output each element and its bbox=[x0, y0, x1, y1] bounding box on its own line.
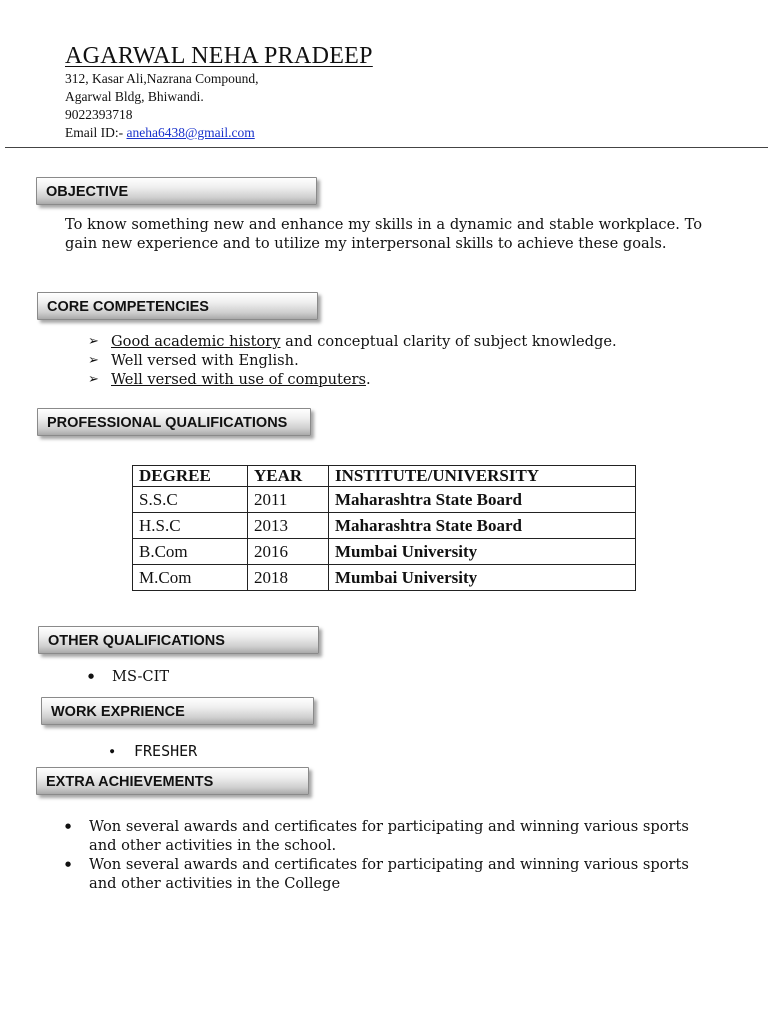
other-qualifications-heading: OTHER QUALIFICATIONS bbox=[38, 626, 319, 654]
table-row bbox=[133, 565, 636, 591]
arrow-bullet-icon: ➢ bbox=[88, 334, 99, 349]
email-line bbox=[65, 124, 255, 142]
table-row bbox=[133, 513, 636, 539]
degree-cell: M.Com bbox=[133, 565, 248, 591]
qualification-text: MS-CIT bbox=[112, 668, 170, 685]
degree-cell: H.S.C bbox=[133, 513, 248, 539]
institute-cell: Mumbai University bbox=[329, 565, 636, 591]
year-cell: 2016 bbox=[248, 539, 329, 565]
year-cell: 2011 bbox=[248, 487, 329, 513]
address-line-1: 312, Kasar Ali,Nazrana Compound, bbox=[65, 71, 259, 86]
column-header-institute: INSTITUTE/UNIVERSITY bbox=[329, 466, 636, 487]
other-qualifications-list bbox=[88, 667, 169, 686]
competency-underlined: Good academic history bbox=[111, 333, 281, 350]
bullet-icon: ● bbox=[88, 672, 95, 680]
achievement-text: Won several awards and certificates for participating and winning various sports and other activities in the school. bbox=[89, 818, 689, 854]
table-row bbox=[133, 487, 636, 513]
professional-qualifications-heading: PROFESSIONAL QUALIFICATIONS bbox=[37, 408, 311, 436]
objective-heading: OBJECTIVE bbox=[36, 177, 317, 205]
extra-achievements-list bbox=[65, 817, 705, 893]
arrow-bullet-icon: ➢ bbox=[88, 372, 99, 387]
table-header-row bbox=[133, 466, 636, 487]
competency-text: Well versed with English. bbox=[111, 352, 299, 369]
list-item bbox=[88, 351, 617, 370]
candidate-name: AGARWAL NEHA PRADEEP bbox=[65, 43, 373, 69]
email-link[interactable]: aneha6438@gmail.com bbox=[126, 125, 255, 140]
bullet-icon: ● bbox=[65, 860, 72, 868]
list-item bbox=[88, 667, 169, 686]
list-item bbox=[65, 817, 705, 855]
year-cell: 2018 bbox=[248, 565, 329, 591]
institute-cell: Maharashtra State Board bbox=[329, 513, 636, 539]
header-divider bbox=[5, 147, 768, 148]
core-competencies-heading: CORE COMPETENCIES bbox=[37, 292, 318, 320]
bullet-icon: ● bbox=[65, 822, 72, 830]
address-line-2: Agarwal Bldg, Bhiwandi. bbox=[65, 89, 204, 104]
objective-text: To know something new and enhance my skills in a dynamic and stable workplace. To gain new experience and to utilize my interpersonal skills to achieve these goals. bbox=[65, 216, 702, 252]
institute-cell: Maharashtra State Board bbox=[329, 487, 636, 513]
bullet-icon: ● bbox=[110, 747, 115, 755]
year-cell: 2013 bbox=[248, 513, 329, 539]
list-item bbox=[110, 742, 197, 761]
competency-text: . bbox=[365, 371, 371, 388]
extra-achievements-heading: EXTRA ACHIEVEMENTS bbox=[36, 767, 309, 795]
achievement-text: Won several awards and certificates for participating and winning various sports and other activities in the College bbox=[89, 856, 689, 892]
column-header-year: YEAR bbox=[248, 466, 329, 487]
qualifications-table bbox=[132, 465, 636, 591]
column-header-degree: DEGREE bbox=[133, 466, 248, 487]
core-competencies-list bbox=[88, 332, 617, 389]
email-label: Email ID:- bbox=[65, 125, 127, 140]
competency-underlined: Well versed with use of computers bbox=[111, 371, 366, 388]
work-experience-heading: WORK EXPRIENCE bbox=[41, 697, 314, 725]
competency-text: and conceptual clarity of subject knowledge. bbox=[280, 333, 617, 350]
table-row bbox=[133, 539, 636, 565]
list-item bbox=[88, 370, 617, 389]
list-item bbox=[88, 332, 617, 351]
list-item bbox=[65, 855, 705, 893]
degree-cell: S.S.C bbox=[133, 487, 248, 513]
phone-number: 9022393718 bbox=[65, 107, 133, 122]
experience-text: FRESHER bbox=[134, 742, 198, 760]
work-experience-list bbox=[110, 742, 197, 761]
degree-cell: B.Com bbox=[133, 539, 248, 565]
institute-cell: Mumbai University bbox=[329, 539, 636, 565]
arrow-bullet-icon: ➢ bbox=[88, 353, 99, 368]
